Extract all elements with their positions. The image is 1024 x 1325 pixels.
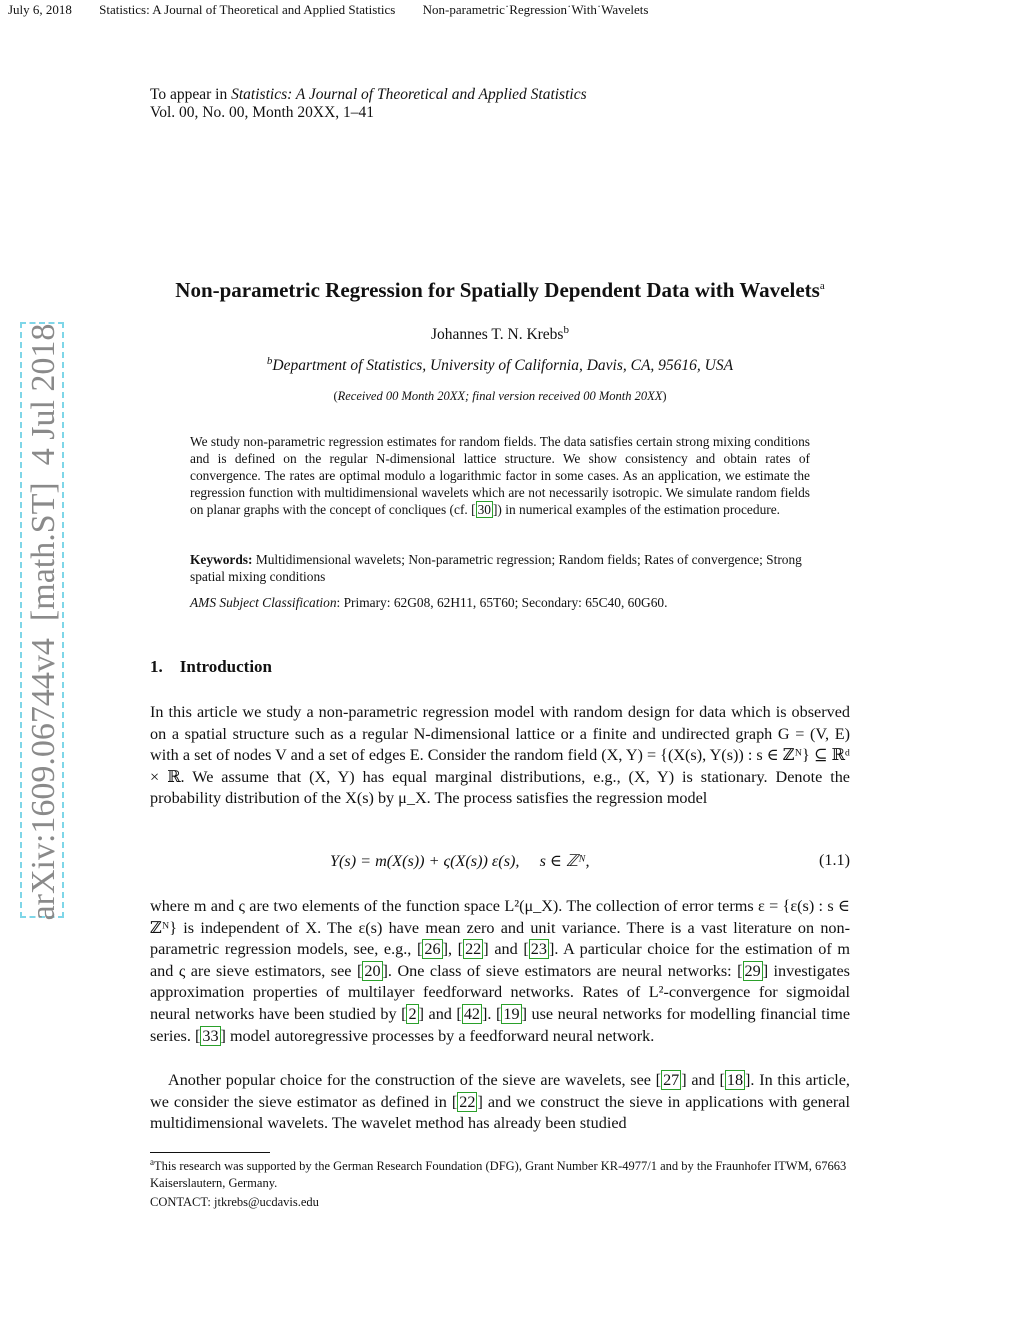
running-head: [8, 2, 672, 18]
p2-text: ] and [: [483, 940, 529, 959]
section-heading: 1. Introduction: [150, 657, 273, 676]
footnote-mark: a: [150, 1156, 154, 1167]
keywords-text: Multidimensional wavelets; Non-parametric regression; Random fields; Rates of convergence; Strong spatial mixing conditions: [190, 552, 802, 584]
author-mark: b: [563, 323, 569, 336]
paper-title-text: Non-parametric Regression for Spatially Dependent Data with Wavelets: [175, 278, 820, 302]
venue-line: [150, 86, 587, 104]
intro-paragraph-3: [150, 1070, 850, 1135]
citation-link[interactable]: 20: [364, 961, 381, 980]
p2-text: ] and [: [418, 1004, 462, 1023]
author-name: Johannes T. N. Krebs: [431, 326, 564, 343]
received-text: Received 00 Month 20XX; final version received 00 Month 20XX: [337, 389, 663, 403]
p3-text: ] and [: [681, 1071, 725, 1089]
p2-text: ]. A particular choice for the estimation of m and ς are sieve estimators, see [: [150, 940, 851, 980]
p3-text: Another popular choice for the construction of the sieve are wavelets, see [: [168, 1071, 662, 1089]
affiliation-text: Department of Statistics, University of California, Davis, CA, 95616, USA: [272, 357, 734, 374]
keywords-label: Keywords:: [190, 552, 253, 567]
abstract-text: We study non-parametric regression estimates for random fields. The data satisfies certain strong mixing conditions and is defined on the regular N-dimensional lattice structure. We show consistency and obtain rates of convergence. The rates are optimal modulo a logarithmic factor in some cases. As an application, we estimate the regression function with multidimensional wavelets which are not necessarily isotropic. We simulate random fields on planar graphs with the concept of concliques (cf. [: [190, 434, 810, 517]
equation-number: (1.1): [818, 851, 850, 869]
equation-expression: Y(s) = m(X(s)) + ς(X(s)) ε(s), s ∈ ℤᴺ,: [330, 852, 590, 870]
received-open: (: [333, 389, 338, 403]
author: [0, 323, 1000, 344]
p2-text: where m and ς are two elements of the function space L²(μ_X). The collection of error terms ε = {ε(s) : s ∈ ℤᴺ} is independent of X. The ε(s) have mean zero and unit variance. There is a vast literature on non-parametric regression models, see, e.g., [: [150, 897, 850, 959]
citation-link[interactable]: 23: [530, 940, 547, 959]
footnote-funding: [150, 1158, 850, 1192]
venue-prefix: To appear in: [150, 86, 232, 103]
running-head-date: July 6, 2018: [8, 2, 72, 17]
ams-classification: [190, 595, 810, 611]
received-close: ): [662, 389, 667, 403]
paper-title: [0, 278, 1000, 303]
intro-paragraph-2: [150, 896, 850, 1047]
citation-link[interactable]: 42: [463, 1004, 480, 1023]
running-head-short-title: Non-parametric˙Regression˙With˙Wavelets: [422, 2, 649, 17]
p3-text: ]. In this article, we consider the sieve estimator as defined in [: [150, 1071, 850, 1111]
intro-paragraph-1: In this article we study a non-parametric regression model with random design for data which is observed on a spatial structure such as a regular N-dimensional lattice or a finite and undirected graph G = (V, E) with a set of nodes V and a set of edges E. Consider the random field (X, Y) = {(X(s), Y(s)) : s ∈ ℤᴺ} ⊆ ℝᵈ × ℝ. We assume that (X, Y) has equal marginal distributions, e.g., (X, Y) is stationary. Denote the probability distribution of the X(s) by μ_X. The process satisfies the regression model: [150, 703, 850, 808]
running-head-journal: Statistics: A Journal of Theoretical and Applied Statistics: [99, 2, 396, 17]
footnote-text: This research was supported by the German Research Foundation (DFG), Grant Number KR-4977/1 and by the Fraunhofer ITWM, 67663 Kaiserslautern, Germany.: [150, 1159, 847, 1190]
p3-text: ] and we construct the sieve in applications with general multidimensional wavelets. The wavelet method has already been studied: [150, 1092, 850, 1133]
footnote: [150, 1158, 850, 1211]
p2-text: ]. One class of sieve estimators are neural networks: [: [382, 961, 743, 980]
citation-link[interactable]: 2: [408, 1004, 417, 1023]
ams-label: AMS Subject Classification: [190, 595, 337, 610]
arxiv-stamp[interactable]: [20, 322, 64, 921]
ams-text: : Primary: 62G08, 62H11, 65T60; Secondary: 65C40, 60G60.: [336, 595, 668, 610]
citation-link[interactable]: 22: [465, 940, 482, 959]
venue-journal: Statistics: A Journal of Theoretical and Applied Statistics: [231, 86, 587, 103]
citation-link[interactable]: 19: [503, 1004, 520, 1023]
p2-text: ] investigates approximation properties of multilayer feedforward networks. Rates of L²-convergence for sigmoidal neural networks have been studied by [: [150, 961, 850, 1023]
received-dates: [0, 389, 1000, 404]
p2-text: ]. [: [482, 1004, 502, 1023]
citation-link[interactable]: 22: [459, 1092, 476, 1111]
footnote-contact: CONTACT: jtkrebs@ucdavis.edu: [150, 1195, 319, 1209]
citation-link[interactable]: 29: [744, 961, 761, 980]
footnote-rule: [150, 1152, 270, 1153]
abstract-text-end: ]) in numerical examples of the estimation procedure.: [492, 502, 781, 517]
p2-text: ], [: [442, 940, 464, 959]
citation-link[interactable]: 26: [424, 940, 441, 959]
citation-link[interactable]: 30: [477, 502, 491, 517]
p2-text: ] model autoregressive processes by a feedforward neural network.: [220, 1026, 655, 1045]
affiliation: [0, 354, 1000, 375]
title-footnote-mark[interactable]: a: [819, 280, 825, 292]
abstract: [190, 433, 810, 518]
citation-link[interactable]: 33: [202, 1026, 219, 1045]
venue-block: [150, 86, 587, 122]
p2-text: ] use neural networks for modelling financial time series. [: [150, 1004, 851, 1045]
venue-volume: Vol. 00, No. 00, Month 20XX, 1–41: [150, 104, 375, 121]
affiliation-mark: b: [266, 354, 273, 367]
citation-link[interactable]: 27: [663, 1071, 680, 1089]
arxiv-stamp-text: arXiv:1609.06744v4 [math.ST] 4 Jul 2018: [25, 323, 62, 921]
keywords: [190, 551, 810, 585]
citation-link[interactable]: 18: [726, 1071, 744, 1089]
